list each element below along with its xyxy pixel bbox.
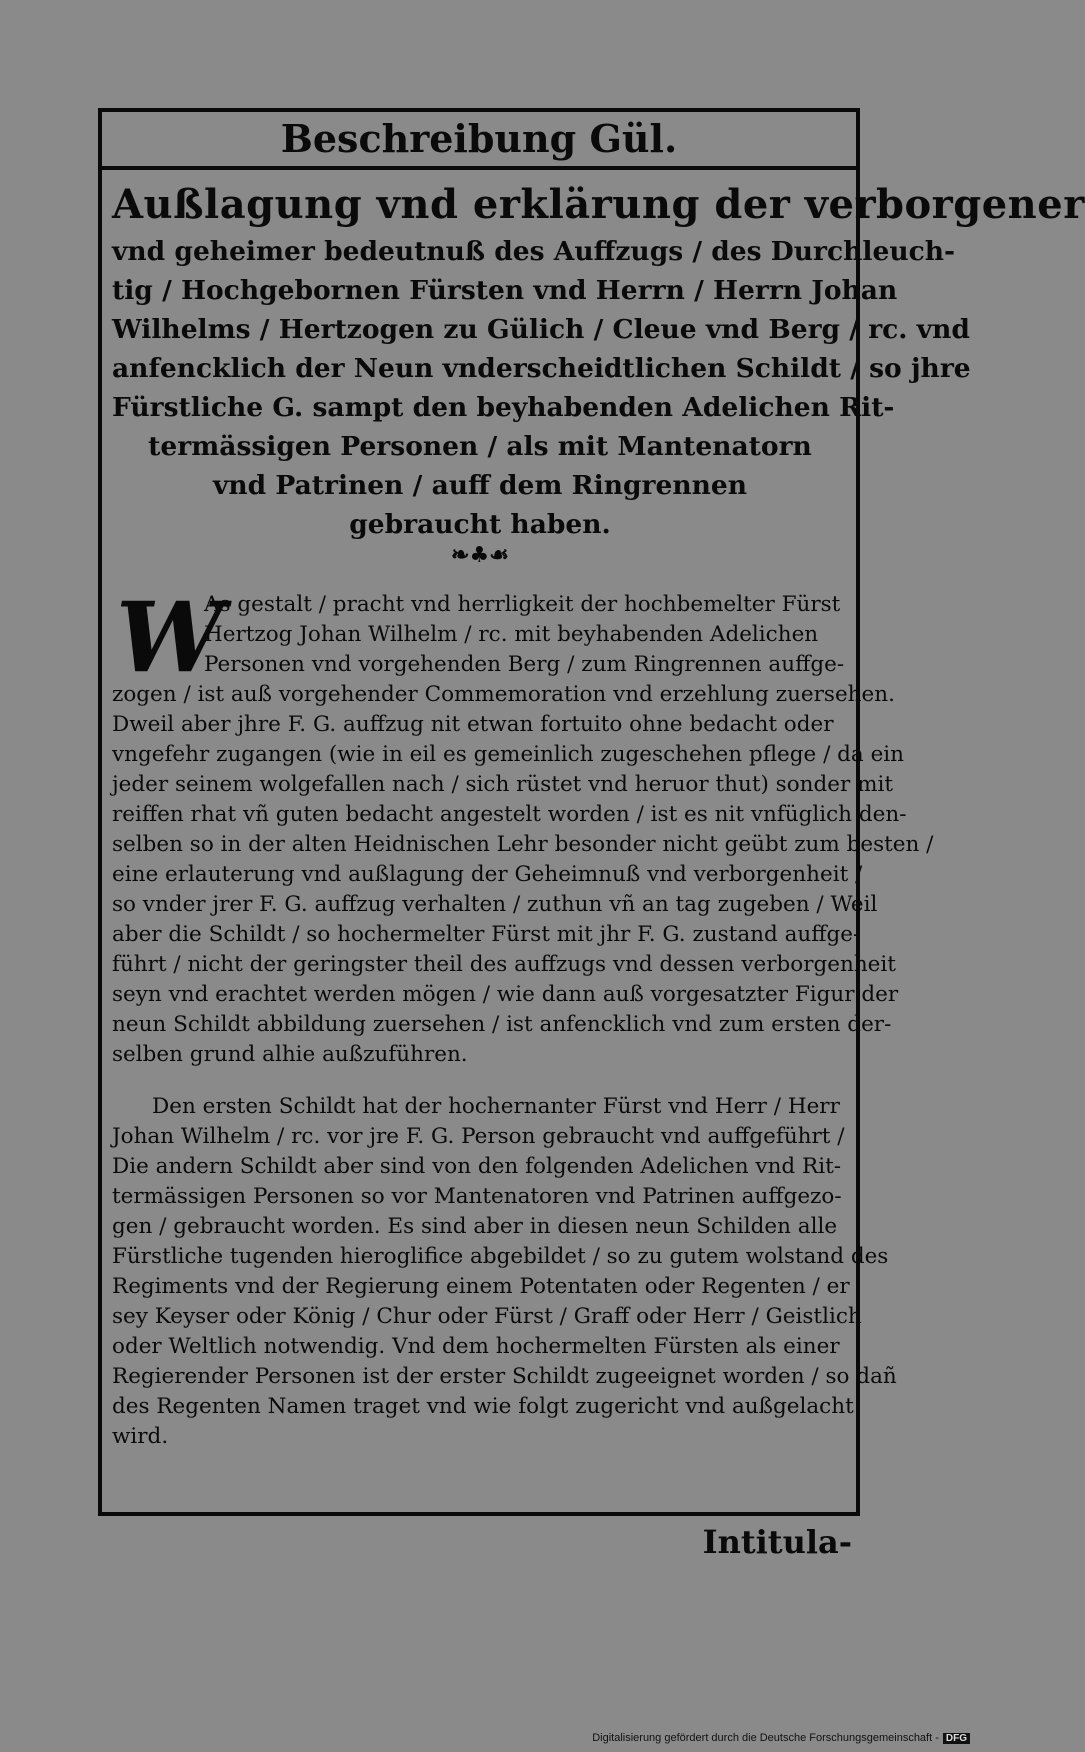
text-line: jeder seinem wolgefallen nach / sich rüstet vnd heruor thut) sonder mit (112, 772, 894, 797)
text-line: so vnder jrer F. G. auffzug verhalten / zuthun vñ an tag zugeben / Weil (112, 892, 878, 917)
text-line: neun Schildt abbildung zuersehen / ist anfencklich vnd zum ersten der- (112, 1012, 892, 1037)
text-line: des Regenten Namen traget vnd wie folgt zugericht vnd außgelacht (112, 1394, 854, 1419)
body-text (112, 581, 934, 1452)
text-line: Den ersten Schildt hat der hochernanter Fürst vnd Herr / Herr (152, 1094, 840, 1119)
text-line: selben grund alhie außzuführen. (112, 1042, 468, 1067)
ornament-icon: ❧♣☙ (451, 542, 509, 568)
dfg-logo: DFG (943, 1733, 970, 1744)
text-line: Hertzog Johan Wilhelm / rc. mit beyhabenden Adelichen (204, 622, 819, 647)
text-line: führt / nicht der geringster theil des auffzugs vnd dessen verborgenheit (112, 952, 896, 977)
credit-text: Digitalisierung gefördert durch die Deutsche Forschungsgemeinschaft - (592, 1732, 939, 1744)
text-line: gen / gebraucht worden. Es sind aber in diesen neun Schilden alle (112, 1214, 838, 1239)
text-line: Johan Wilhelm / rc. vor jre F. G. Person gebraucht vnd auffgeführt / (112, 1124, 845, 1149)
text-line: Dweil aber jhre F. G. auffzug nit etwan fortuito ohne bedacht oder (112, 712, 834, 737)
title-block (112, 178, 1085, 544)
title-line: Wilhelms / Hertzogen zu Gülich / Cleue vnd Berg / rc. vnd (112, 314, 970, 345)
text-line: selben so in der alten Heidnischen Lehr besonder nicht geübt zum besten / (112, 832, 934, 857)
title-line: termässigen Personen / als mit Mantenatorn (148, 431, 812, 462)
catchword: Intitula- (702, 1523, 852, 1561)
text-line: termässigen Personen so vor Mantenatoren vnd Patrinen auffgezo- (112, 1184, 842, 1209)
drop-cap: W (116, 581, 224, 694)
paragraph-1 (112, 581, 934, 1070)
text-line: Regiments vnd der Regierung einem Potentaten oder Regenten / er (112, 1274, 850, 1299)
text-line: zogen / ist auß vorgehender Commemoration vnd erzehlung zuersehen. (112, 682, 895, 707)
paragraph-2 (112, 1092, 897, 1452)
title-line: vnd Patrinen / auff dem Ringrennen (212, 470, 748, 501)
running-head: Beschreibung Gül. (280, 116, 678, 161)
title-line: Fürstliche G. sampt den beyhabenden Adelichen Rit- (112, 392, 895, 423)
text-line: vngefehr zugangen (wie in eil es gemeinlich zugeschehen pflege / da ein (112, 742, 905, 767)
title-line: tig / Hochgebornen Fürsten vnd Herrn / Herrn Johan (112, 275, 898, 306)
bottom-rule (98, 1512, 860, 1516)
text-line: reiffen rhat vñ guten bedacht angestelt worden / ist es nit vnfüglich den- (112, 802, 907, 827)
text-line: Regierender Personen ist der erster Schildt zugeeignet worden / so dañ (112, 1364, 897, 1389)
text-line: aber die Schildt / so hochermelter Fürst mit jhr F. G. zustand auffge- (112, 922, 861, 947)
title-line: anfencklich der Neun vnderscheidtlichen Schildt / so jhre (112, 353, 971, 384)
text-line: Personen vnd vorgehenden Berg / zum Ringrennen auffge- (204, 652, 845, 677)
text-line: Die andern Schildt aber sind von den folgenden Adelichen vnd Rit- (112, 1154, 841, 1179)
text-line: As gestalt / pracht vnd herrligkeit der hochbemelter Fürst (204, 592, 841, 617)
text-line: oder Weltlich notwendig. Vnd dem hochermelten Fürsten als einer (112, 1334, 840, 1359)
digitization-credit (592, 1732, 970, 1744)
header-rule (98, 166, 860, 170)
text-line: eine erlauterung vnd außlagung der Geheimnuß vnd verborgenheit / (112, 862, 863, 887)
title-line: Außlagung vnd erklärung der verborgener (112, 181, 1085, 228)
text-line: wird. (112, 1424, 169, 1449)
title-line: gebraucht haben. (349, 509, 611, 540)
text-line: Fürstliche tugenden hieroglifice abgebildet / so zu gutem wolstand des (112, 1244, 889, 1269)
title-line: vnd geheimer bedeutnuß des Auffzugs / des Durchleuch- (112, 236, 956, 267)
text-line: seyn vnd erachtet werden mögen / wie dann auß vorgesatzter Figur der (112, 982, 899, 1007)
text-line: sey Keyser oder König / Chur oder Fürst / Graff oder Herr / Geistlich (112, 1304, 862, 1329)
